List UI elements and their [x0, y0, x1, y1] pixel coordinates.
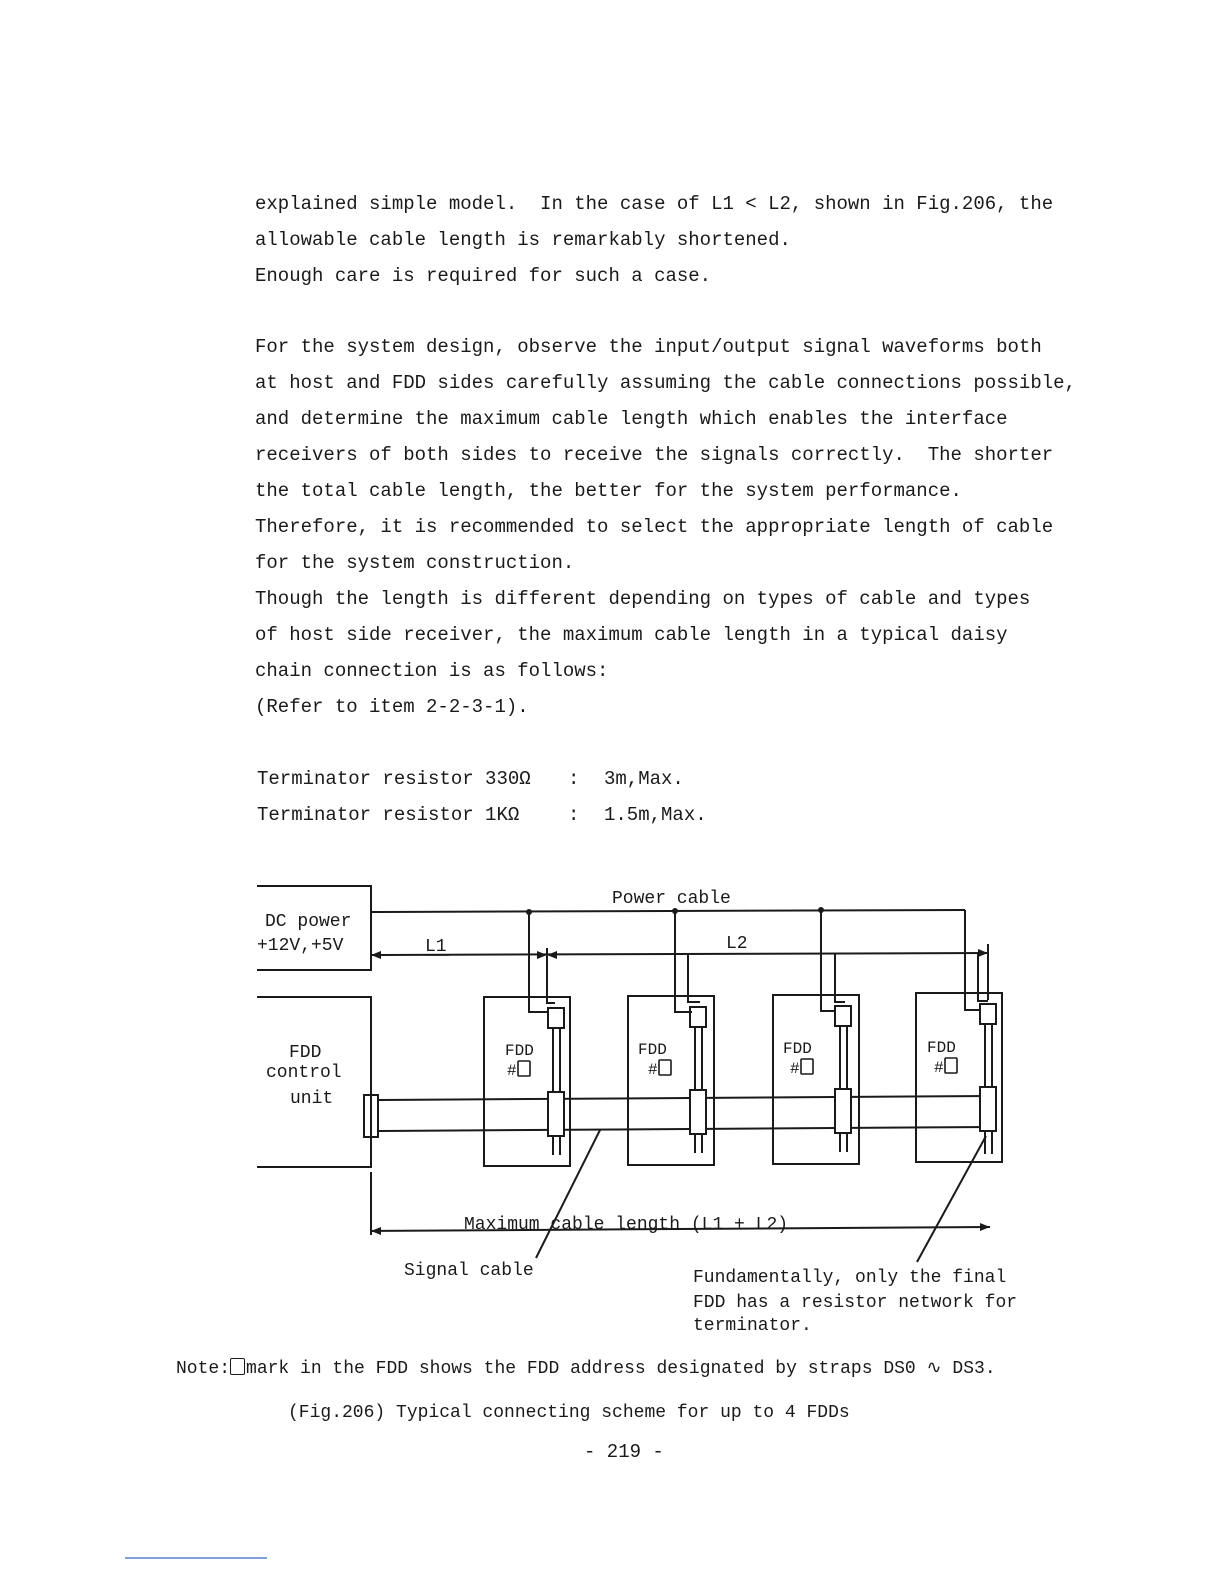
- text-line: the total cable length, the better for the system performance.: [255, 480, 962, 502]
- fdd-1-address-hash: #: [507, 1062, 517, 1080]
- text-line: chain connection is as follows:: [255, 660, 609, 682]
- arrowhead: [547, 951, 557, 959]
- spec-value: 1.5m,Max.: [604, 804, 707, 826]
- spec-value: 3m,Max.: [604, 768, 684, 790]
- fdd-1-box: [484, 997, 570, 1166]
- fdd-2-power-line-b: [688, 955, 700, 1002]
- address-box-icon: [230, 1358, 245, 1375]
- fdd-4-address-box: [945, 1058, 957, 1073]
- fdd-1-power-line-b: [547, 955, 555, 1003]
- spec-label: Terminator resistor 330Ω: [257, 768, 531, 790]
- fdd-1-address-box: [518, 1061, 530, 1076]
- arrowhead: [980, 1223, 990, 1231]
- terminator-note-line: terminator.: [693, 1316, 812, 1336]
- fdd-2-signal-connector: [690, 1090, 706, 1134]
- junction-dot: [818, 907, 824, 913]
- fdd-3-address-box: [801, 1059, 813, 1074]
- control-unit-label: unit: [290, 1089, 334, 1109]
- diagram-markers: [371, 907, 990, 1235]
- text-line: at host and FDD sides carefully assuming the cable connections possible,: [255, 372, 1076, 394]
- fdd-1-power-connector: [548, 1008, 564, 1028]
- note-prefix: Note:: [176, 1359, 231, 1379]
- fdd-4-box: [916, 993, 1002, 1162]
- fdd-4-power-connector: [980, 1004, 996, 1024]
- l1-label: L1: [425, 937, 447, 957]
- note-text: mark in the FDD shows the FDD address designated by straps DS0 ∿ DS3.: [246, 1359, 996, 1379]
- fdd-2-power-connector: [690, 1007, 706, 1027]
- text-line: allowable cable length is remarkably shortened.: [255, 229, 791, 251]
- spec-label: Terminator resistor 1KΩ: [257, 804, 520, 826]
- fdd-1-signal-connector: [548, 1092, 564, 1136]
- terminator-note-line: Fundamentally, only the final: [693, 1268, 1007, 1288]
- fdd-2-address-hash: #: [648, 1061, 658, 1079]
- signal-cable-label: Signal cable: [404, 1261, 534, 1281]
- text-line: For the system design, observe the input/output signal waveforms both: [255, 336, 1042, 358]
- terminator-leader: [917, 1136, 986, 1262]
- dc-power-label: DC power: [265, 912, 352, 932]
- control-unit-label: control: [266, 1063, 342, 1083]
- fdd-3-signal-connector: [835, 1089, 851, 1133]
- diagram-lines: [257, 886, 1002, 1262]
- fdd-2-address-box: [659, 1060, 671, 1075]
- text-line: Enough care is required for such a case.: [255, 265, 712, 287]
- spec-separator: :: [568, 768, 580, 790]
- figure-caption: (Fig.206) Typical connecting scheme for up to 4 FDDs: [288, 1403, 850, 1423]
- dc-voltage-label: +12V,+5V: [257, 936, 344, 956]
- text-line: for the system construction.: [255, 552, 575, 574]
- arrowhead: [371, 1227, 381, 1235]
- fdd-3-label: FDD: [783, 1040, 812, 1058]
- arrowhead: [978, 949, 988, 957]
- terminator-note-line: FDD has a resistor network for: [693, 1293, 1018, 1313]
- text-line: explained simple model. In the case of L1 < L2, shown in Fig.206, the: [255, 193, 1054, 215]
- power-cable-label: Power cable: [612, 889, 731, 909]
- fdd-4-address-hash: #: [934, 1059, 944, 1077]
- spec-separator: :: [568, 804, 580, 826]
- control-unit-label: FDD: [289, 1043, 322, 1063]
- text-line: Therefore, it is recommended to select the appropriate length of cable: [255, 516, 1054, 538]
- fdd-3-address-hash: #: [790, 1060, 800, 1078]
- l-dimension-line: [371, 953, 988, 955]
- junction-dot: [526, 909, 532, 915]
- l2-label: L2: [726, 934, 748, 954]
- max-length-label: Maximum cable length (L1 + L2): [464, 1215, 789, 1235]
- text-line: (Refer to item 2-2-3-1).: [255, 696, 529, 718]
- footer-rule: [125, 1557, 267, 1559]
- text-line: receivers of both sides to receive the signals correctly. The shorter: [255, 444, 1054, 466]
- fdd-4-label: FDD: [927, 1039, 956, 1057]
- fdd-3-power-connector: [835, 1006, 851, 1026]
- text-line: and determine the maximum cable length which enables the interface: [255, 408, 1008, 430]
- fdd-1-label: FDD: [505, 1042, 534, 1060]
- power-cable: [371, 910, 965, 912]
- fdd-2-label: FDD: [638, 1041, 667, 1059]
- text-line: Though the length is different depending on types of cable and types: [255, 588, 1031, 610]
- text-line: of host side receiver, the maximum cable length in a typical daisy: [255, 624, 1008, 646]
- signal-cable-leader: [536, 1130, 600, 1258]
- signal-cable-top: [378, 1096, 990, 1100]
- figure-note: [176, 1357, 996, 1379]
- signal-cable-bottom: [378, 1127, 990, 1131]
- arrowhead: [371, 951, 381, 959]
- arrowhead: [537, 951, 547, 959]
- fdd-4-signal-connector: [980, 1087, 996, 1131]
- page-number: - 219 -: [584, 1441, 664, 1463]
